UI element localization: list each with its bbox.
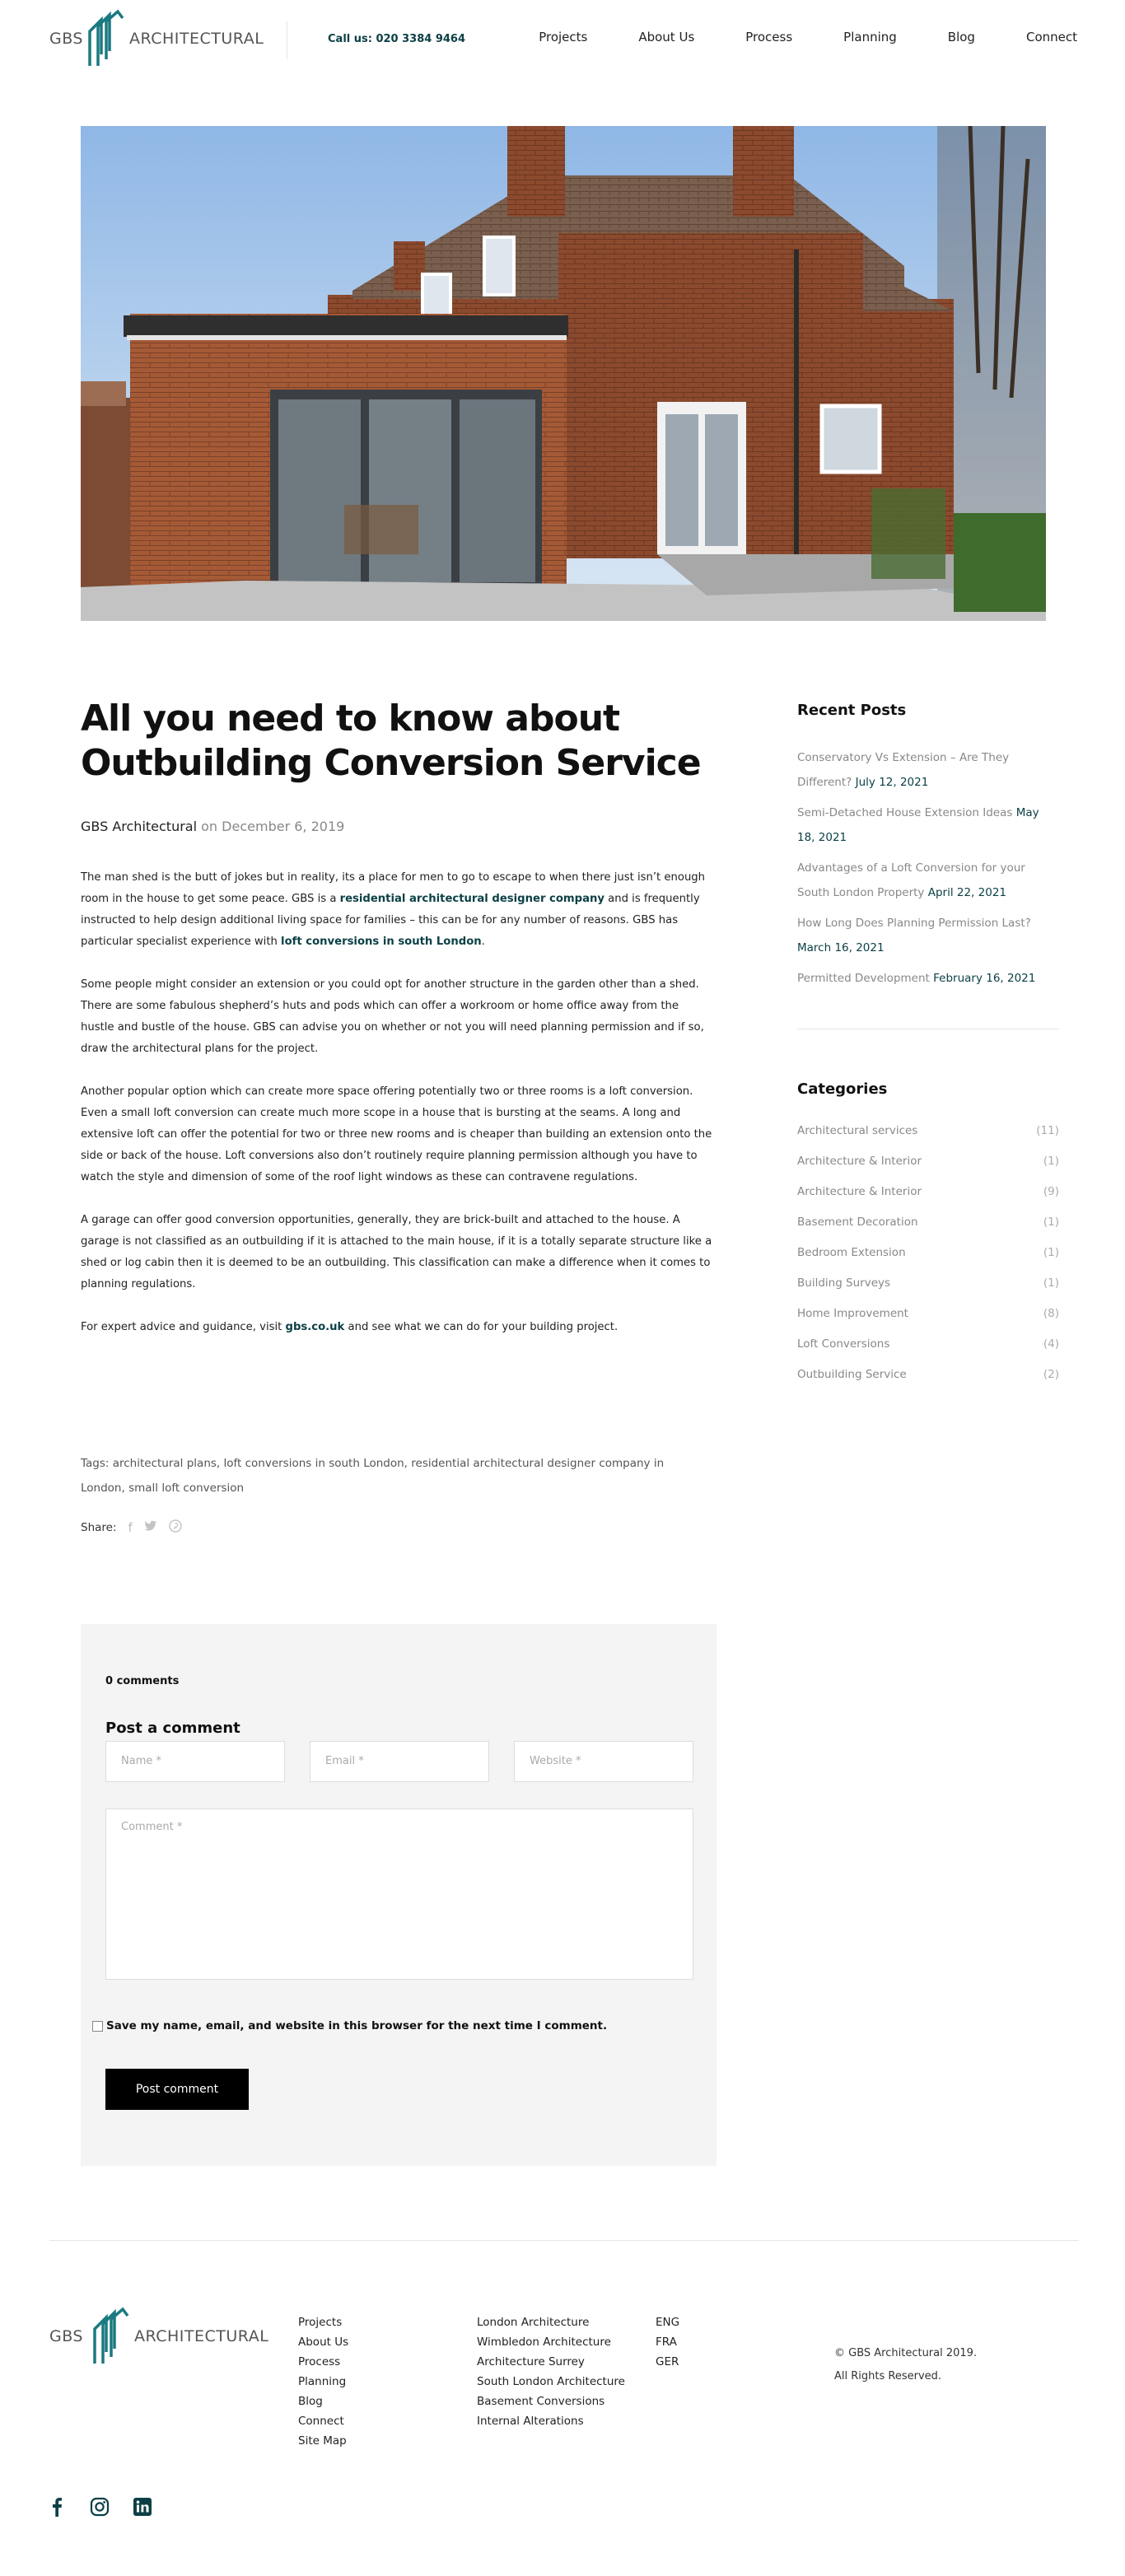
comment-count: 0 comments bbox=[105, 1675, 180, 1687]
paragraph-4: A garage can offer good conversion opportunities, generally, they are brick-built and attached to the house. A garage is not classified as an outbuilding if it is attached to the main house, if it is a totally separate structure like a shed or log cabin then it is deemed to be an outbuilding. This classification can make a difference when it comes to planning regulations. bbox=[81, 1214, 712, 1290]
article-body bbox=[81, 867, 715, 1338]
pinterest-share-icon[interactable] bbox=[169, 1519, 182, 1536]
recent-post-date: July 12, 2021 bbox=[855, 776, 929, 789]
post-tags bbox=[81, 1451, 707, 1500]
rights-text: All Rights Reserved. bbox=[834, 2370, 942, 2382]
category-count: (2) bbox=[1043, 1368, 1059, 1381]
site-header bbox=[0, 0, 1125, 79]
recent-post-title[interactable]: Conservatory Vs Extension – Are They Different? bbox=[797, 751, 1010, 789]
facebook-icon[interactable] bbox=[45, 2495, 68, 2518]
gbs-site-link[interactable]: gbs.co.uk bbox=[285, 1321, 345, 1333]
recent-post-title[interactable]: How Long Does Planning Permission Last? bbox=[797, 917, 1031, 930]
category-count: (11) bbox=[1036, 1124, 1059, 1137]
category-count: (1) bbox=[1043, 1276, 1059, 1290]
category-count: (4) bbox=[1043, 1337, 1059, 1351]
category-name[interactable]: Home Improvement bbox=[797, 1307, 908, 1320]
recent-post-date: May 18, 2021 bbox=[797, 806, 1039, 844]
article-title-line-2: Outbuilding Conversion Service bbox=[81, 742, 701, 784]
house-photo-illustration bbox=[81, 126, 1046, 621]
footer-link[interactable]: Architecture Surrey bbox=[477, 2355, 585, 2368]
recent-post-item[interactable] bbox=[797, 800, 1059, 850]
share-row bbox=[81, 1519, 182, 1536]
footer-nav-col bbox=[298, 2312, 348, 2451]
linkedin-icon[interactable] bbox=[131, 2495, 154, 2518]
category-name[interactable]: Architecture & Interior bbox=[797, 1185, 922, 1198]
category-count: (1) bbox=[1043, 1216, 1059, 1229]
article-title bbox=[81, 697, 715, 786]
footer-link[interactable]: Connect bbox=[298, 2415, 344, 2428]
copyright-text: © GBS Architectural 2019. bbox=[834, 2347, 978, 2359]
post-date: December 6, 2019 bbox=[222, 819, 345, 834]
p1-text-c: . bbox=[481, 936, 485, 948]
footer-link[interactable]: About Us bbox=[298, 2336, 349, 2349]
website-placeholder: Website * bbox=[530, 1755, 581, 1767]
nav-blog[interactable]: Blog bbox=[947, 30, 975, 44]
footer-logo-text-gbs: GBS bbox=[49, 2327, 83, 2345]
category-item[interactable] bbox=[797, 1122, 1059, 1153]
logo-text-gbs: GBS bbox=[49, 30, 83, 48]
category-item[interactable] bbox=[797, 1275, 1059, 1305]
recent-post-title[interactable]: Semi-Detached House Extension Ideas bbox=[797, 806, 1013, 819]
p1-text-b: and is frequently instructed to help design additional living space for families – this can be for any number of reasons. GBS has particular specialist experience with bbox=[81, 893, 700, 948]
recent-post-item[interactable] bbox=[797, 856, 1059, 905]
footer-language-col bbox=[656, 2312, 679, 2372]
hero-image bbox=[81, 126, 1046, 621]
footer-copyright bbox=[834, 2342, 977, 2388]
category-item[interactable] bbox=[797, 1153, 1059, 1183]
post-comment-title: Post a comment bbox=[105, 1720, 240, 1737]
category-count: (1) bbox=[1043, 1155, 1059, 1168]
article bbox=[81, 697, 715, 1338]
footer-link[interactable]: Wimbledon Architecture bbox=[477, 2336, 611, 2349]
category-name[interactable]: Architecture & Interior bbox=[797, 1155, 922, 1168]
category-name[interactable]: Outbuilding Service bbox=[797, 1368, 907, 1381]
recent-posts-title: Recent Posts bbox=[797, 702, 907, 719]
sidebar bbox=[797, 702, 1059, 1397]
footer-link[interactable]: London Architecture bbox=[477, 2316, 590, 2329]
date-prefix: on bbox=[201, 819, 218, 834]
category-item[interactable] bbox=[797, 1366, 1059, 1397]
category-name[interactable]: Loft Conversions bbox=[797, 1337, 890, 1351]
footer-logo-text-architectural: ARCHITECTURAL bbox=[133, 2327, 269, 2345]
nav-process[interactable]: Process bbox=[745, 30, 793, 44]
paragraph-2: Some people might consider an extension or you could opt for another structure in the garden other than a shed. There are some fabulous shepherd’s huts and pods which can offer a workroom or home office away from the hustle and bustle of the house. GBS can advise you on whether or not you will need planning permission and if so, draw the architectural plans for the project. bbox=[81, 978, 704, 1055]
recent-post-title[interactable]: Advantages of a Loft Conversion for your South London Property bbox=[797, 861, 1025, 899]
email-placeholder: Email * bbox=[325, 1755, 364, 1767]
category-item[interactable] bbox=[797, 1336, 1059, 1366]
email-field[interactable] bbox=[310, 1741, 489, 1782]
recent-post-date: April 22, 2021 bbox=[927, 886, 1006, 899]
twitter-share-icon[interactable] bbox=[144, 1520, 157, 1535]
recent-post-item[interactable] bbox=[797, 966, 1059, 991]
category-item[interactable] bbox=[797, 1305, 1059, 1336]
category-name[interactable]: Basement Decoration bbox=[797, 1216, 918, 1229]
language-link[interactable]: FRA bbox=[656, 2336, 677, 2349]
p5-text-b: and see what we can do for your building project. bbox=[344, 1321, 619, 1333]
call-us-link[interactable]: Call us: 020 3384 9464 bbox=[328, 33, 466, 45]
facebook-share-icon[interactable]: f bbox=[128, 1520, 133, 1535]
loft-conversions-link[interactable]: loft conversions in south London bbox=[281, 936, 482, 948]
recent-posts-list bbox=[797, 745, 1059, 991]
author-link[interactable]: GBS Architectural bbox=[81, 819, 198, 834]
save-info-checkbox[interactable] bbox=[92, 2021, 103, 2032]
site-logo[interactable] bbox=[49, 8, 264, 69]
save-info-label: Save my name, email, and website in this browser for the next time I comment. bbox=[106, 2019, 608, 2032]
recent-post-title[interactable]: Permitted Development bbox=[797, 972, 930, 985]
category-name[interactable]: Architectural services bbox=[797, 1124, 918, 1137]
residential-designer-link[interactable]: residential architectural designer company bbox=[339, 893, 605, 905]
recent-post-item[interactable] bbox=[797, 745, 1059, 795]
category-name[interactable]: Building Surveys bbox=[797, 1276, 891, 1290]
category-item[interactable] bbox=[797, 1244, 1059, 1275]
footer-divider bbox=[49, 2240, 1079, 2241]
recent-post-date: March 16, 2021 bbox=[797, 941, 885, 954]
article-meta bbox=[81, 819, 715, 834]
comment-placeholder: Comment * bbox=[121, 1821, 183, 1833]
tags-label: Tags: bbox=[81, 1457, 110, 1470]
nav-projects[interactable]: Projects bbox=[539, 30, 588, 44]
recent-post-item[interactable] bbox=[797, 911, 1059, 960]
save-info-checkbox-row[interactable] bbox=[92, 2019, 607, 2032]
logo-text-architectural: ARCHITECTURAL bbox=[128, 30, 264, 48]
footer-link[interactable]: Projects bbox=[298, 2316, 343, 2329]
category-count: (8) bbox=[1043, 1307, 1059, 1320]
nav-about-us[interactable]: About Us bbox=[638, 30, 695, 44]
p1-text-a: The man shed is the butt of jokes but in reality, its a place for men to go to escape to when there just isn’t enough room in the house to get some peace. GBS is a bbox=[81, 871, 706, 905]
language-link[interactable]: ENG bbox=[656, 2316, 680, 2329]
nav-connect[interactable]: Connect bbox=[1025, 30, 1077, 44]
social-links bbox=[45, 2495, 154, 2518]
recent-post-date: February 16, 2021 bbox=[933, 972, 1036, 985]
paragraph-5 bbox=[81, 1317, 715, 1338]
share-label: Share: bbox=[81, 1521, 117, 1534]
comment-textarea[interactable] bbox=[105, 1808, 693, 1980]
paragraph-3: Another popular option which can create more space offering potentially two or three rooms is a loft conversion. Even a small loft conversion can create much more scope in a house that is bursting at the seams. A long and extensive loft can offer the potential for two or three new rooms and is cheaper than building an extension onto the side or back of the house. Loft conversions also don’t routinely require planning permission although you have to watch the style and dimension of some of the roof light windows as these can contravene regulations. bbox=[81, 1085, 712, 1183]
categories-title: Categories bbox=[797, 1080, 888, 1098]
category-item[interactable] bbox=[797, 1183, 1059, 1214]
category-count: (9) bbox=[1043, 1185, 1059, 1198]
instagram-icon[interactable] bbox=[88, 2495, 111, 2518]
footer-logo[interactable] bbox=[49, 2306, 268, 2367]
logo-mark-icon bbox=[86, 8, 126, 69]
footer-logo-mark-icon bbox=[91, 2306, 131, 2367]
footer-link[interactable]: South London Architecture bbox=[477, 2375, 625, 2388]
comment-section bbox=[81, 1624, 717, 2166]
paragraph-1 bbox=[81, 867, 715, 953]
website-field[interactable] bbox=[514, 1741, 693, 1782]
nav-planning[interactable]: Planning bbox=[843, 30, 897, 44]
name-placeholder: Name * bbox=[121, 1755, 161, 1767]
footer-link[interactable]: Process bbox=[298, 2355, 341, 2368]
post-comment-button[interactable]: Post comment bbox=[105, 2069, 249, 2110]
footer-link[interactable]: Blog bbox=[298, 2395, 323, 2408]
name-field[interactable] bbox=[105, 1741, 285, 1782]
language-link[interactable]: GER bbox=[656, 2355, 679, 2368]
category-count: (1) bbox=[1043, 1246, 1059, 1259]
tags-links[interactable]: architectural plans, loft conversions in south London, residential architectural designer company in London, small loft conversion bbox=[81, 1457, 665, 1495]
main-nav bbox=[488, 30, 1077, 44]
footer-services-col bbox=[477, 2312, 625, 2431]
category-name[interactable]: Bedroom Extension bbox=[797, 1246, 906, 1259]
footer-link[interactable]: Planning bbox=[298, 2375, 347, 2388]
p5-text-a: For expert advice and guidance, visit bbox=[81, 1321, 286, 1333]
footer-link[interactable]: Site Map bbox=[298, 2434, 347, 2448]
categories-list bbox=[797, 1122, 1059, 1397]
footer-link[interactable]: Internal Alterations bbox=[477, 2415, 584, 2428]
article-title-line-1: All you need to know about bbox=[81, 698, 620, 740]
category-item[interactable] bbox=[797, 1214, 1059, 1244]
footer-link[interactable]: Basement Conversions bbox=[477, 2395, 605, 2408]
